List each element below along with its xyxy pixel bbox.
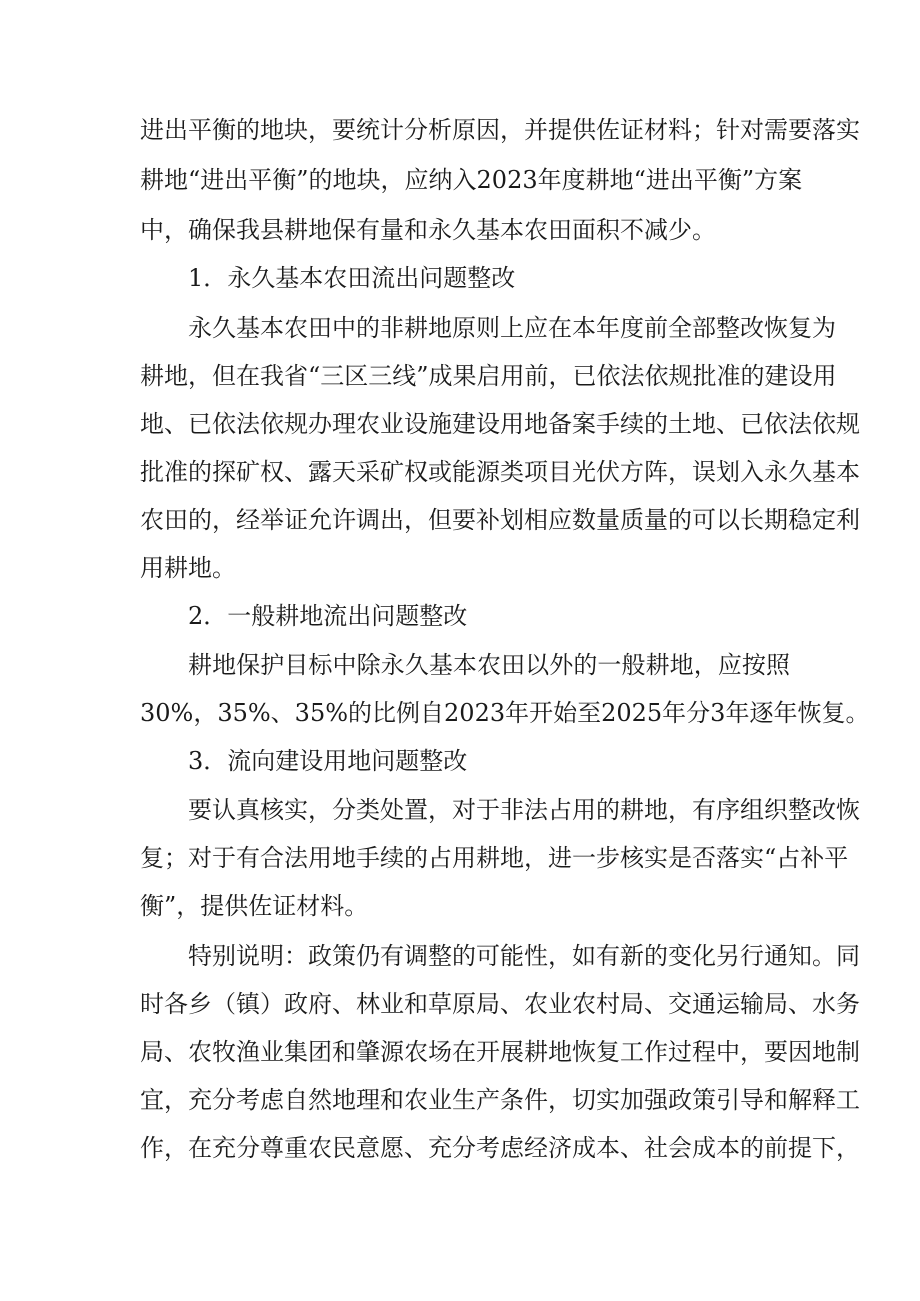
paragraph-line: 耕地，但在我省“三区三线”成果启用前，已依法依规批准的建设用 [140, 362, 837, 390]
paragraph-line: 衡”，提供佐证材料。 [140, 892, 369, 920]
section-heading: 2．一般耕地流出问题整改 [188, 602, 468, 630]
paragraph-line: 进出平衡的地块，要统计分析原因，并提供佐证材料；针对需要落实 [140, 116, 860, 144]
paragraph-line: 批准的探矿权、露天采矿权或能源类项目光伏方阵，误划入永久基本 [140, 458, 860, 486]
paragraph-line: 农田的，经举证允许调出，但要补划相应数量质量的可以长期稳定利 [140, 506, 860, 534]
paragraph-line: 复；对于有合法用地手续的占用耕地，进一步核实是否落实“占补平 [140, 844, 849, 872]
paragraph-line: 30%，35%、35%的比例自2023年开始至2025年分3年逐年恢复。 [140, 699, 870, 727]
paragraph-line: 中，确保我县耕地保有量和永久基本农田面积不减少。 [140, 216, 716, 244]
paragraph-line: 耕地“进出平衡”的地块，应纳入2023年度耕地“进出平衡”方案 [140, 166, 803, 194]
paragraph-line: 局、农牧渔业集团和肇源农场在开展耕地恢复工作过程中，要因地制 [140, 1038, 860, 1066]
paragraph-line: 地、已依法依规办理农业设施建设用地备案手续的土地、已依法依规 [140, 410, 860, 438]
paragraph-line: 时各乡（镇）政府、林业和草原局、农业农村局、交通运输局、水务 [140, 990, 860, 1018]
section-heading: 1．永久基本农田流出问题整改 [188, 264, 516, 292]
paragraph-line: 要认真核实，分类处置，对于非法占用的耕地，有序组织整改恢 [188, 796, 860, 824]
paragraph-line: 永久基本农田中的非耕地原则上应在本年度前全部整改恢复为 [188, 314, 836, 342]
paragraph-line: 用耕地。 [140, 554, 236, 582]
paragraph-line: 宜，充分考虑自然地理和农业生产条件，切实加强政策引导和解释工 [140, 1086, 860, 1114]
paragraph-line: 特别说明：政策仍有调整的可能性，如有新的变化另行通知。同 [188, 942, 860, 970]
paragraph-line: 耕地保护目标中除永久基本农田以外的一般耕地，应按照 [188, 651, 790, 679]
paragraph-line: 作，在充分尊重农民意愿、充分考虑经济成本、社会成本的前提下， [140, 1134, 860, 1162]
section-heading: 3．流向建设用地问题整改 [188, 747, 468, 775]
